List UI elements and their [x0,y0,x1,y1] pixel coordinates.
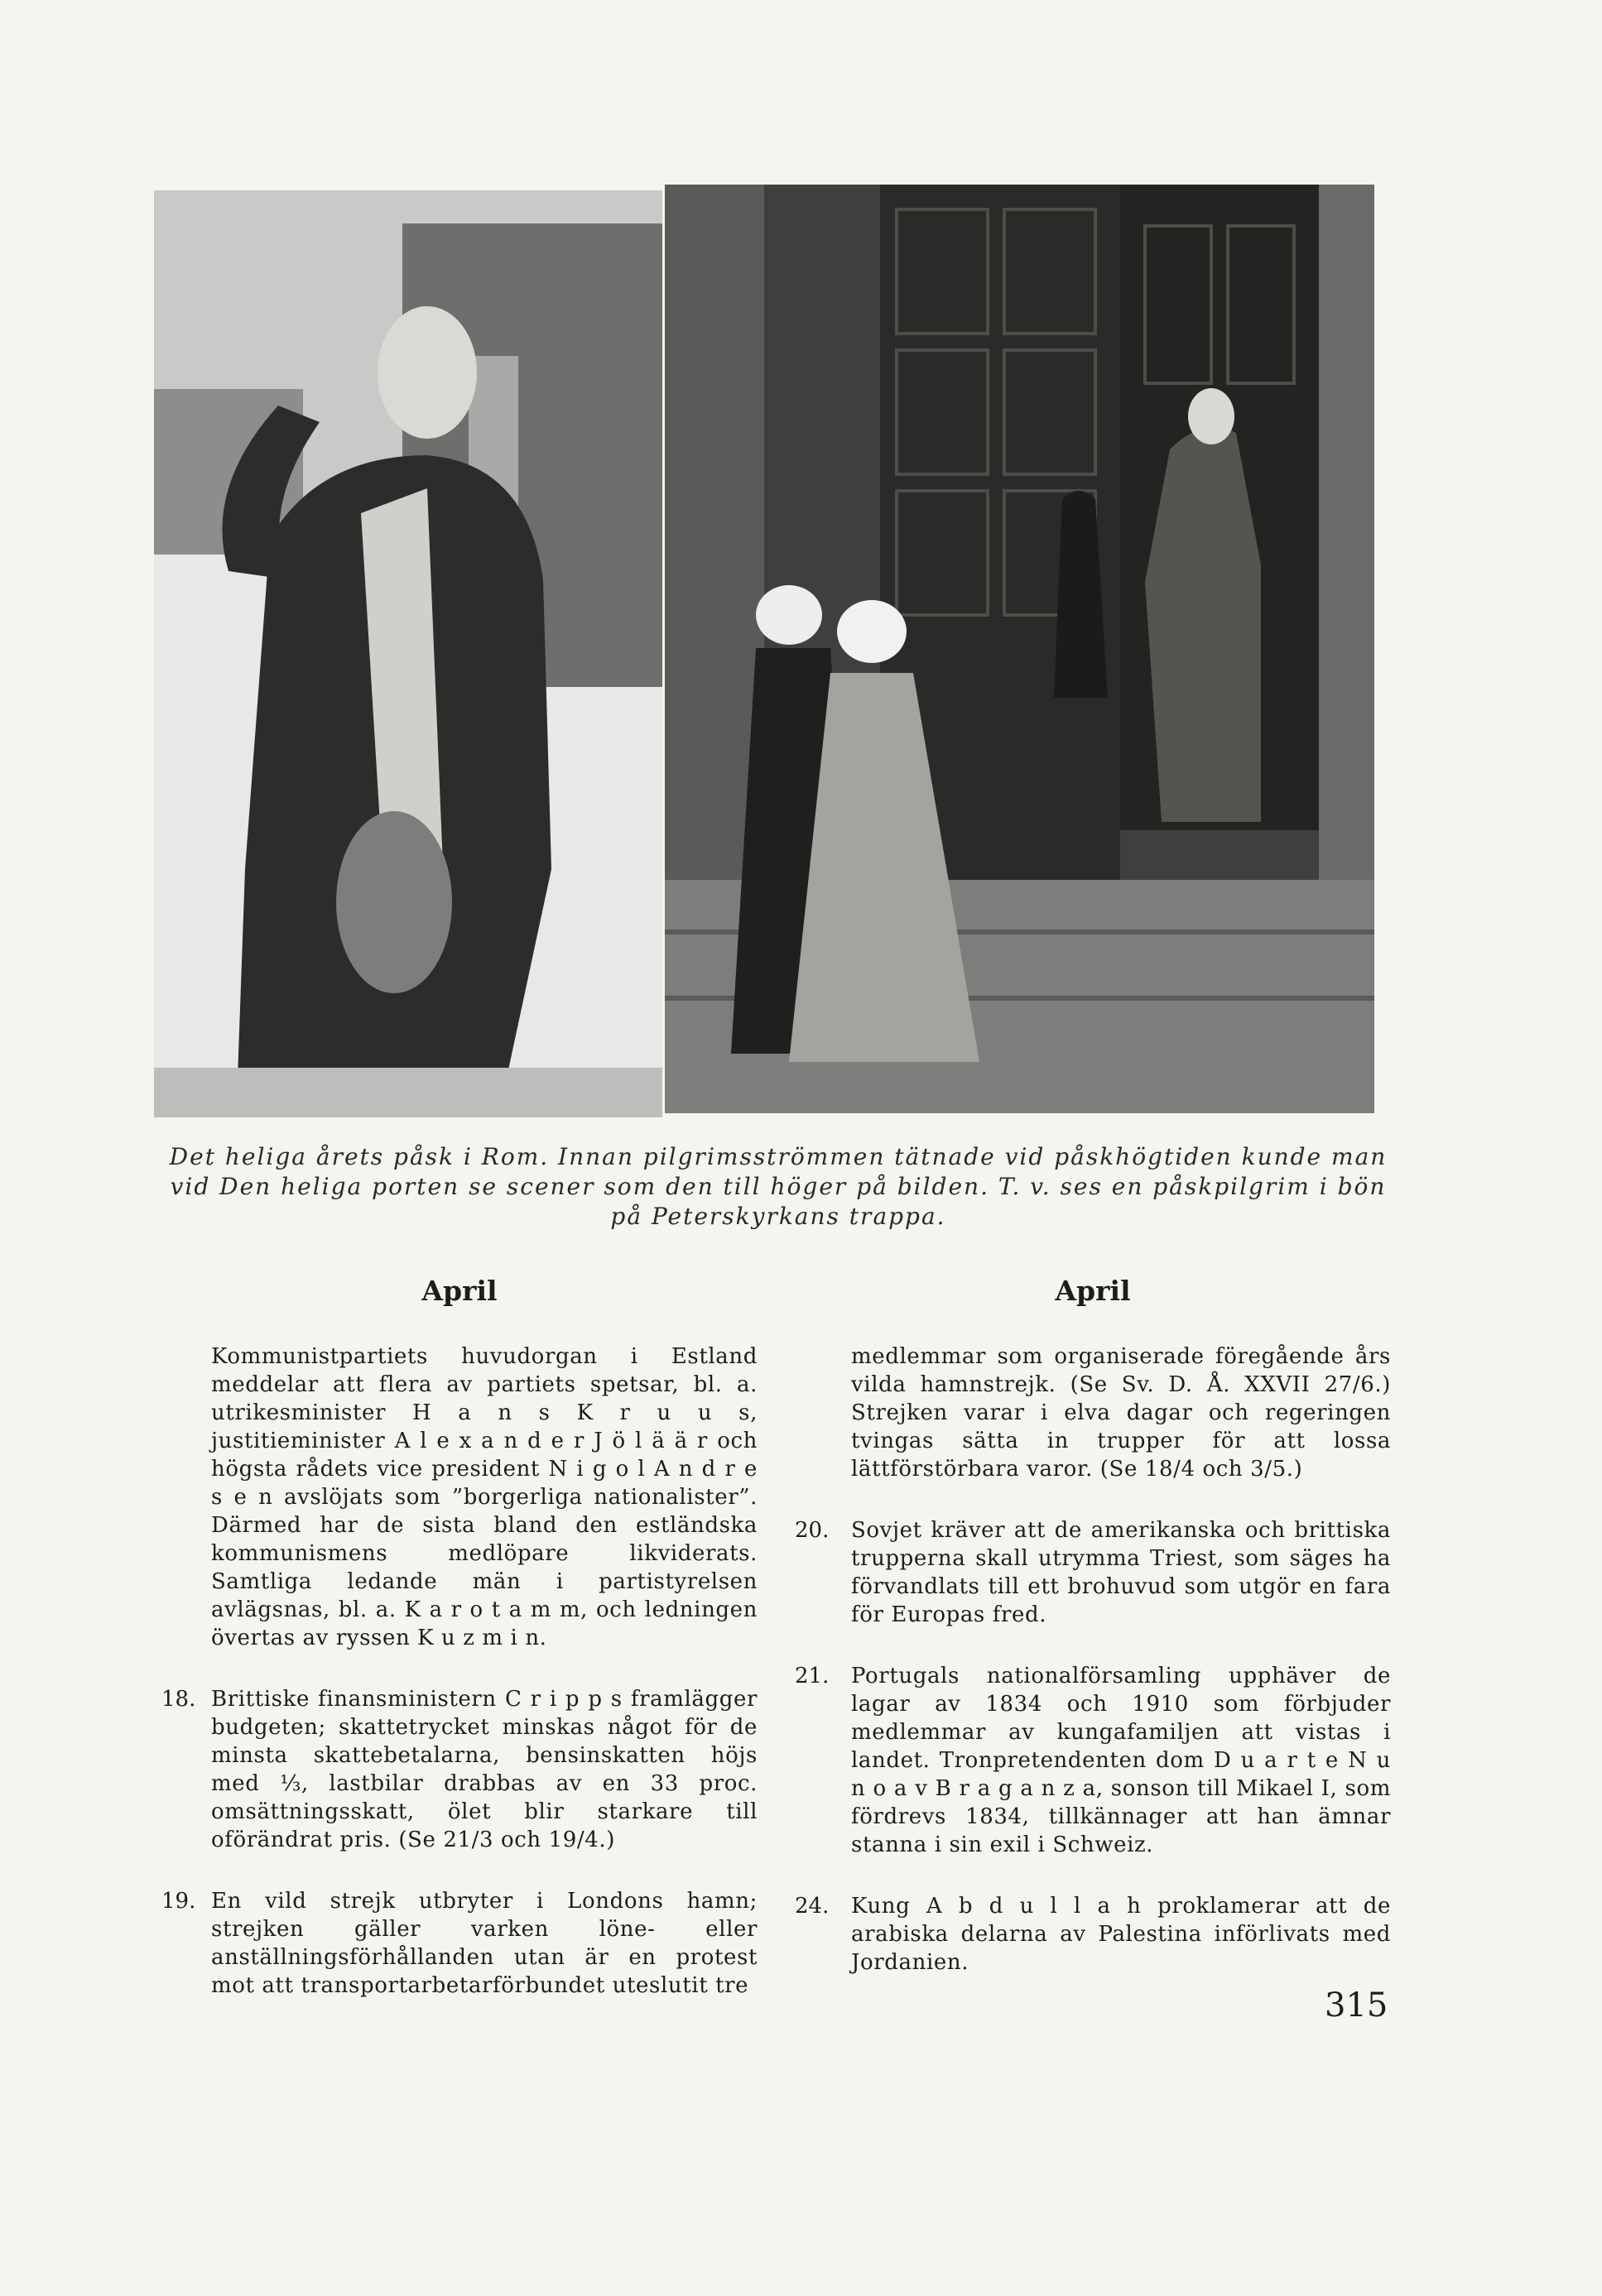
chronicle-entry [795,1892,1391,1977]
photo-holy-door-drawing [665,185,1374,1113]
photo-kneeling-pilgrim [154,190,662,1117]
entry-date: 19. [161,1889,196,1914]
photo-kneeling-pilgrim-drawing [154,190,662,1117]
left-column-heading: April [421,1275,498,1307]
entry-date: 21. [795,1664,830,1688]
photo-holy-door-pilgrims [665,185,1374,1113]
page-number: 315 [1325,1986,1388,2025]
entry-date: 18. [161,1687,196,1712]
chronicle-entry [795,1343,1391,1483]
chronicle-entry [795,1662,1391,1859]
entry-date: 24. [795,1894,830,1919]
chronicle-entry [161,1343,758,1652]
left-column [161,1275,758,2033]
entry-text: En vild strejk utbryter i Londons hamn; strejken gäller varken löne- eller anställningsförhållanden utan är en protest mot att transportarbetarförbundet uteslutit tre [211,1889,758,1998]
entry-text: Kung A b d u l l a h proklamerar att de arabiska delarna av Palestina införlivats med Jordanien. [851,1894,1391,1975]
caption-line-1: Det heliga årets påsk i Rom. Innan pilgrimsströmmen tätnade vid påskhögtiden kunde man [169,1143,1388,1170]
caption-line-2: vid Den heliga porten se scener som den till höger på bilden. T. v. ses en påskpilgrim i bön [170,1173,1387,1200]
entry-text: Sovjet kräver att de amerikanska och brittiska trupperna skall utrymma Triest, som säges ha förvandlats till ett brohuvud som utgör en fara för Europas fred. [851,1518,1391,1627]
right-column-heading: April [1055,1275,1131,1307]
entry-text: Kommunistpartiets huvudorgan i Estland meddelar att flera av partiets spetsar, bl. a. utrikesminister H a n s K r u u s, justitieminister A l e x a n d e r J ö l ä ä r och högsta rådets vice president N i g o l A n d r e s e n avslöjats som ”borgerliga nationalister”. Därmed har de sista bland den estländska kommunismens medlöpare likviderats. Samtliga ledande män i partistyrelsen avlägsnas, bl. a. K a r o t a m m, och ledningen övertas av ryssen K u z m i n. [211,1344,758,1650]
chronicle-entry [161,1685,758,1854]
entry-text: medlemmar som organiserade föregående års vilda hamnstrejk. (Se Sv. D. Å. XXVII 27/6.) Strejken varar i elva dagar och regeringen tvingas sätta in trupper för att lossa lättförstörbara varor. (Se 18/4 och 3/5.) [851,1344,1391,1482]
right-column [795,1275,1391,2010]
caption-line-3: på Peterskyrkans trappa. [610,1203,946,1230]
chronicle-entry [795,1516,1391,1629]
chronicle-entry [161,1887,758,2000]
entry-text: Portugals nationalförsamling upphäver de lagar av 1834 och 1910 som förbjuder medlemmar av kungafamiljen att vistas i landet. Tronpretendenten dom D u a r t e N u n o a v B r a g a n z a, sonson till Mikael I, som fördrevs 1834, tillkännager att han ämnar stanna i sin exil i Schweiz. [851,1664,1391,1857]
entry-date: 20. [795,1518,830,1543]
entry-text: Brittiske finansministern C r i p p s framlägger budgeten; skattetrycket minskas något för de minsta skattebetalarna, bensinskatten höjs med ⅓, lastbilar drabbas av en 33 proc. omsättningsskatt, ölet blir starkare till oförändrat pris. (Se 21/3 och 19/4.) [211,1687,758,1852]
photo-caption [166,1142,1391,1232]
